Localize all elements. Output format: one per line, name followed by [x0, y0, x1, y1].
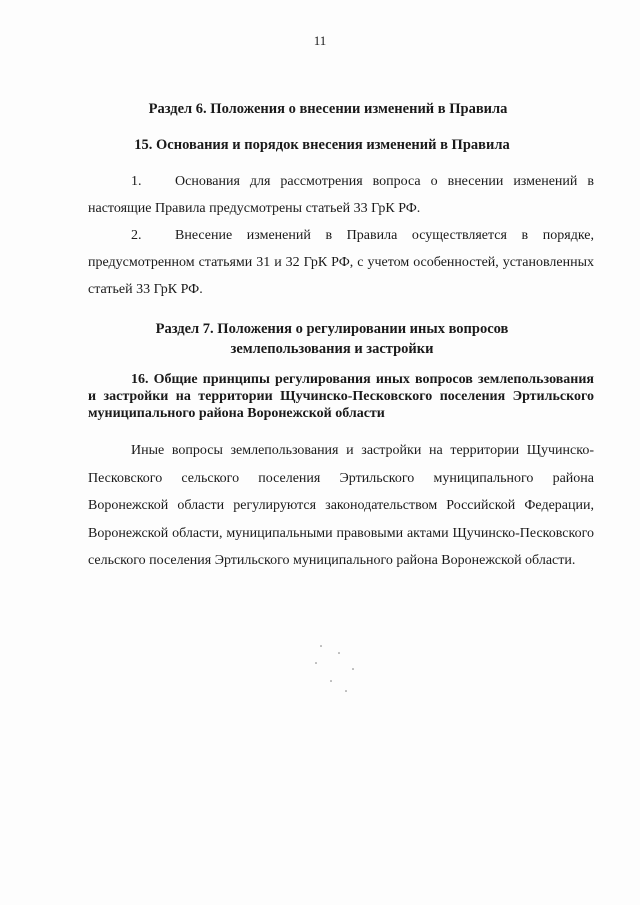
article-16-title: 16. Общие принципы регулирования иных вопросов землепользования и застройки на территории Щучинско-Песковского поселения Эртильского муниципального района Воронежской области: [88, 372, 594, 421]
item-text: Основания для рассмотрения вопроса о внесении изменений в настоящие Правила предусмотрены статьей 33 ГрК РФ.: [88, 174, 594, 216]
section-7-title-line-2: землепользования и застройки: [230, 341, 434, 357]
item-number: 2.: [131, 228, 142, 243]
article-15-title: 15. Основания и порядок внесения изменений в Правила: [134, 137, 510, 153]
section-6-title: Раздел 6. Положения о внесении изменений в Правила: [148, 101, 508, 117]
page-number: 11: [313, 33, 327, 48]
scan-specks: [300, 640, 380, 700]
article-16-body: Иные вопросы землепользования и застройки на территории Щучинско-Песковского сельского поселения Эртильского муниципального района Воронежской области регулируются законодательством Российской Федерации, Воронежской области, муниципальными правовыми актами Щучинско-Песковского сельского поселения Эртильского муниципального района Воронежской области.: [88, 443, 594, 568]
section-7-title-line-1: Раздел 7. Положения о регулировании иных вопросов: [155, 321, 509, 337]
section-7-title: [12, 319, 640, 359]
article-15-item-2: [88, 222, 594, 303]
item-number: 1.: [131, 174, 142, 189]
item-text: Внесение изменений в Правила осуществляется в порядке, предусмотренном статьями 31 и 32 ГрК РФ, с учетом особенностей, установленных статьей 33 ГрК РФ.: [88, 228, 594, 297]
article-15-item-1: [88, 168, 594, 222]
